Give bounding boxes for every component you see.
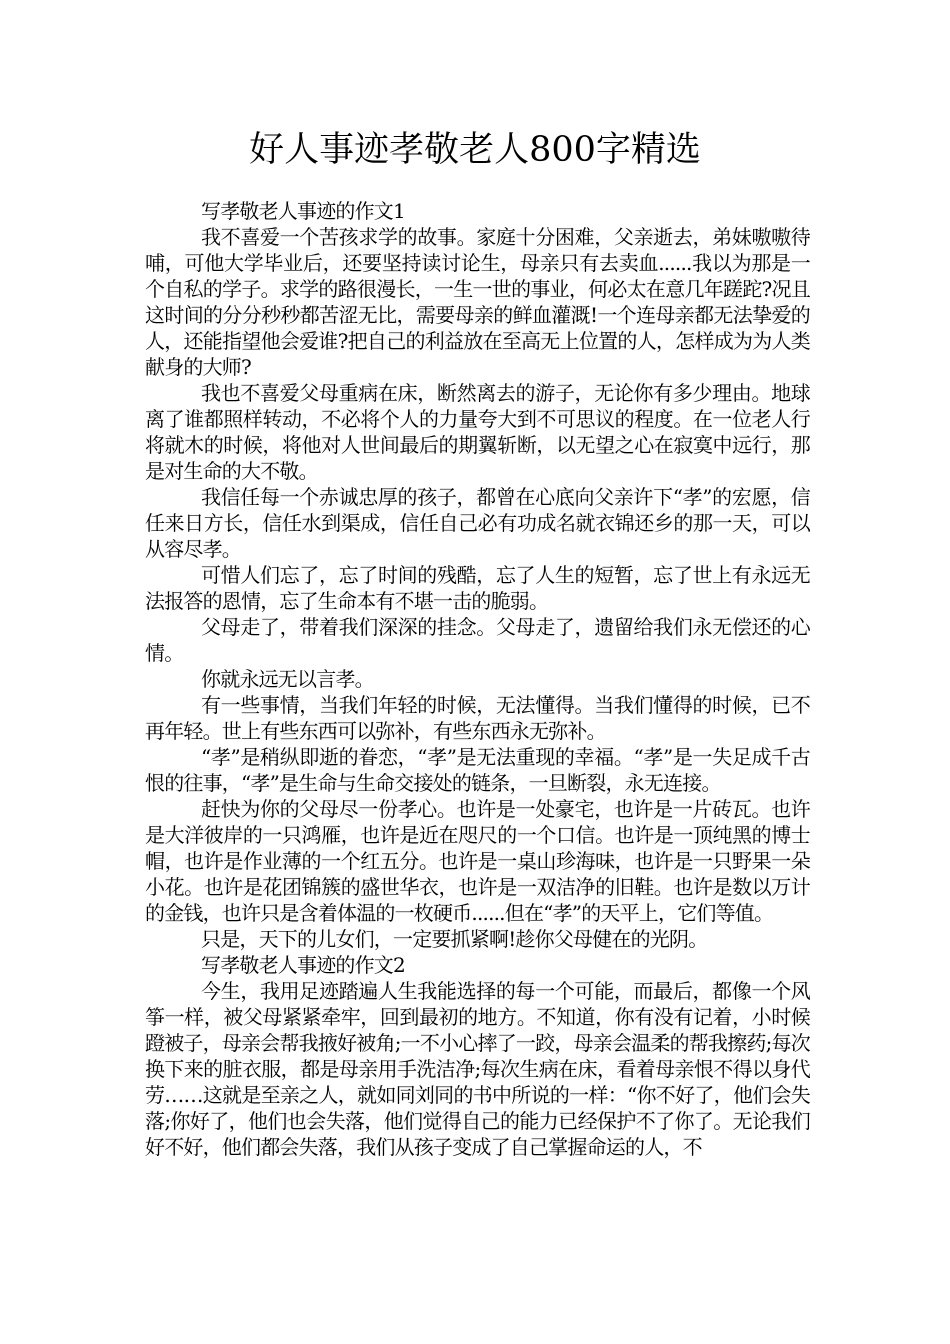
paragraph: 今生，我用足迹踏遍人生我能选择的每一个可能，而最后，都像一个风筝一样，被父母紧紧牵牢，回到最初的地方。不知道，你有没有记着，小时候蹬被子，母亲会帮我掖好被角;一不小心摔了一跤，母亲会温柔的帮我擦药;每次换下来的脏衣服，都是母亲用手洗洁净;每次生病在床，看着母亲恨不得以身代劳……这就是至亲之人，就如同刘同的书中所说的一样：“你不好了，他们会失落;你好了，他们也会失落，他们觉得自己的能力已经保护不了你了。无论我们好不好，他们都会失落，我们从孩子变成了自己掌握命运的人，不 (145, 979, 810, 1159)
document-title: 好人事迹孝敬老人800字精选 (249, 130, 701, 170)
paragraph: 我也不喜爱父母重病在床，断然离去的游子，无论你有多少理由。地球离了谁都照样转动，不必将个人的力量夸大到不可思议的程度。在一位老人行将就木的时候，将他对人世间最后的期翼斩断，以无望之心在寂寞中远行，那是对生命的大不敬。 (145, 381, 810, 483)
paragraph: 有一些事情，当我们年轻的时候，无法懂得。当我们懂得的时候，已不再年轻。世上有些东西可以弥补，有些东西永无弥补。 (145, 693, 810, 743)
paragraph: 父母走了，带着我们深深的挂念。父母走了，遗留给我们永无偿还的心情。 (145, 615, 810, 665)
section-heading-2: 写孝敬老人事迹的作文2 (201, 953, 405, 977)
paragraph: 只是，天下的儿女们，一定要抓紧啊!趁你父母健在的光阴。 (201, 927, 708, 951)
paragraph: 可惜人们忘了，忘了时间的残酷，忘了人生的短暂，忘了世上有永远无法报答的恩情，忘了生命本有不堪一击的脆弱。 (145, 563, 810, 613)
paragraph: 我不喜爱一个苦孩求学的故事。家庭十分困难，父亲逝去，弟妹嗷嗷待哺，可他大学毕业后，还要坚持读讨论生，母亲只有去卖血......我以为那是一个自私的学子。求学的路很漫长，一生一世的事业，何必太在意几年蹉跎?况且这时间的分分秒秒都苦涩无比，需要母亲的鲜血灌溉!一个连母亲都无法挚爱的人，还能指望他会爱谁?把自己的利益放在至高无上位置的人，怎样成为为人类献身的大师? (145, 225, 810, 379)
document-body (145, 198, 810, 1160)
paragraph: 赶快为你的父母尽一份孝心。也许是一处豪宅，也许是一片砖瓦。也许是大洋彼岸的一只鸿雁，也许是近在咫尺的一个口信。也许是一顶纯黑的博士帽，也许是作业薄的一个红五分。也许是一桌山珍海味，也许是一只野果一朵小花。也许是花团锦簇的盛世华衣，也许是一双洁净的旧鞋。也许是数以万计的金钱，也许只是含着体温的一枚硬币......但在“孝”的天平上，它们等值。 (145, 797, 810, 925)
paragraph: 我信任每一个赤诚忠厚的孩子，都曾在心底向父亲许下“孝”的宏愿，信任来日方长，信任水到渠成，信任自己必有功成名就衣锦还乡的那一天，可以从容尽孝。 (145, 485, 810, 561)
paragraph: 你就永远无以言孝。 (201, 667, 374, 691)
section-heading-1: 写孝敬老人事迹的作文1 (201, 199, 405, 223)
paragraph: “孝”是稍纵即逝的眷恋，“孝”是无法重现的幸福。“孝”是一失足成千古恨的往事，“孝”是生命与生命交接处的链条，一旦断裂，永无连接。 (145, 745, 810, 795)
